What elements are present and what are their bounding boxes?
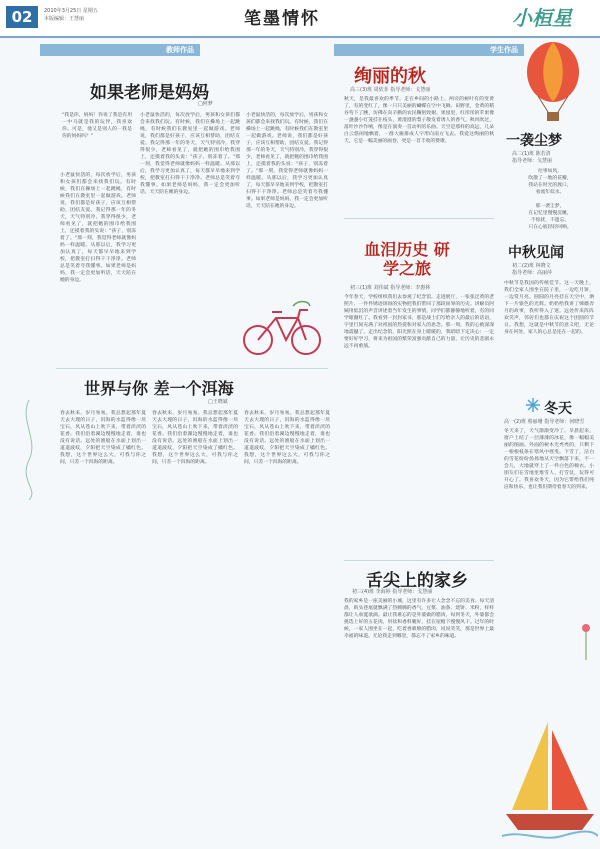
article-title-winter: 冬天 (544, 401, 572, 417)
brand-logo: 小桓星 (512, 6, 572, 30)
article-body-cont: 春去秋来，岁月匆匆。我总想起那年夏天去大理的日子，洱海的水蓝得像一块宝石，风从苍山上吹下来，带着淡淡的花香。我们沿着湖边慢慢地走着，谁也没有说话。远处的渔船在水面上划出一道道波纹，夕阳把天空染成了橘红色。我想，这个世界这么大，可我与你之间，只差一个洱海的距离。 (152, 411, 238, 465)
flower-decoration (576, 620, 596, 660)
article-body-cont2: 小老鼠快活的，每次放学后，男孩和女孩们都会来找我们玩。有时候，我们在操场上一起跳绳，有时候我们在教室里一起做游戏。老师说，我们都是好孩子，应该互相帮助，团结友爱。我记得那一年的冬天，天气特别冷，我穿得很少，老师看见了，就把她的围巾给我围上，还摸着我的头说："孩子，别冻着了。"那一刻，我觉得老师就像妈妈一样温暖。从那以后，我学习更加认真了，每天都早早地来到学校，把教室打扫得干干净净。老师总是笑着夸我懂事。如果老师是妈妈，我一定会更加听话，天天陪在她的身边。 (246, 113, 328, 209)
article-poem: 往事如风， 吹散了一地的花瓣， 我站在时光的渡口， 看流年似水。 那一袭尘梦， 在记忆里慢慢沉睡， 不惊扰，不遗忘， 只在心底轻轻回响。 (528, 169, 572, 230)
balloon-illustration (518, 40, 588, 130)
article-title-dust-dream: 一袭尘梦 (506, 133, 562, 149)
article-body: 中秋节是我国的传统佳节。这一天晚上，我们全家人围坐在院子里，一边吃月饼，一边赏月亮。圆圆的月亮挂在天空中，洒下一片银色的光辉。奶奶给我讲了嫦娥奔月的故事，我听得入了迷。远处传来阵阵欢笑声，邻居们也都在庆祝这个团圆的节日。我想，这就是中秋节的意义吧，无论身在何处，家人的心总是连在一起的。 (504, 281, 594, 335)
sailboat-illustration (502, 712, 598, 842)
bicycle-illustration (238, 298, 328, 358)
article-title-autumn: 绚丽的秋 (354, 66, 426, 87)
article-title-history-trip: 血泪历史 研学之旅 (364, 240, 450, 278)
article-title-teacher-mom: 如果老师是妈妈 (90, 83, 209, 103)
bicycle-icon (238, 298, 328, 358)
student-works-bar: 学生作品 (334, 44, 524, 56)
page-number: 02 (6, 6, 38, 28)
article-body: 小老鼠快活的，每次放学后，男孩和女孩们都会来找我们玩。有时候，我们在操场上一起跳绳，有时候我们在教室里一起做游戏。老师说，我们都是好孩子，应该互相帮助，团结友爱。我记得那一年的冬天，天气特别冷，我穿得很少，老师看见了，就把她的围巾给我围上，还摸着我的头说："孩子，别冻着了。"那一刻，我觉得老师就像妈妈一样温暖。从那以后，我学习更加认真了，每天都早早地来到学校，把教室打扫得干干净净。老师总是笑着夸我懂事。如果老师是妈妈，我一定会更加听话，天天陪在她的身边。 (140, 113, 240, 195)
vine-icon (14, 400, 44, 500)
flower-icon (576, 620, 596, 660)
article-byline-teacher: 指导老师：戈慧丽 (512, 158, 553, 164)
article-byline: 高二(1)班 陈若清 (512, 151, 551, 157)
article-title-hometown-food: 舌尖上的家乡 (366, 571, 468, 591)
publish-date: 2010年3月25日 星期五 (44, 8, 98, 14)
column-divider (56, 368, 328, 369)
article-byline: 初二(2)班 林晓文 (512, 263, 551, 269)
article-body-cont: 小老鼠快活的，每次放学后，男孩和女孩们都会来找我们玩。有时候，我们在操场上一起跳绳，有时候我们在教室里一起做游戏。老师说，我们都是好孩子，应该互相帮助，团结友爱。我记得那一年的冬天，天气特别冷，我穿得很少，老师看见了，就把她的围巾给我围上，还摸着我的头说："孩子，别冻着了。"那一刻，我觉得老师就像妈妈一样温暖。从那以后，我学习更加认真了，每天都早早地来到学校，把教室打扫得干干净净。老师总是笑着夸我懂事。如果老师是妈妈，我一定会更加听话，天天陪在她的身边。 (60, 173, 136, 283)
article-body-cont2: 春去秋来，岁月匆匆。我总想起那年夏天去大理的日子，洱海的水蓝得像一块宝石，风从苍山上吹下来，带着淡淡的花香。我们沿着湖边慢慢地走着，谁也没有说话。远处的渔船在水面上划出一道道波纹，夕阳把天空染成了橘红色。我想，这个世界这么大，可我与你之间，只差一个洱海的距离。 (244, 411, 330, 465)
teacher-works-bar: 教师作品 (40, 44, 200, 56)
article-title-mid-autumn: 中秋见闻 (508, 245, 564, 261)
article-byline-teacher: 指导老师：高丽萍 (512, 270, 553, 276)
article-byline: 初三(1)班 刘伟斌 指导老师：李惠林 (350, 285, 431, 291)
hot-air-balloon-icon (518, 40, 588, 130)
sailboat-icon (502, 712, 598, 842)
column-divider (344, 560, 494, 561)
flourish-decoration (14, 400, 44, 500)
article-body: 春去秋来，岁月匆匆。我总想起那年夏天去大理的日子，洱海的水蓝得像一块宝石，风从苍山上吹下来，带着淡淡的花香。我们沿着湖边慢慢地走着，谁也没有说话。远处的渔船在水面上划出一道道波纹，夕阳把天空染成了橘红色。我想，这个世界这么大，可我与你之间，只差一个洱海的距离。 (60, 411, 146, 465)
article-lead: "我是你，妈妈！你说了我是有用一中马就是我的玩伴，我喜欢你。可是，他又是别人的一我是你的妈妈吗？" (62, 113, 132, 139)
article-body: 冬天来了，天气渐渐变冷了。早晨起来，窗户上结了一层薄薄的冰花，像一幅幅美丽的图画。外面的树木光秃秃的，只剩下一根根枝条在寒风中摇曳。下雪了，洁白的雪花纷纷扬扬地从天空飘落下来，不一会儿，大地就穿上了一件白色的棉衣。小朋友们在雪地里堆雪人、打雪仗，玩得可开心了。我喜欢冬天，因为它带给我们纯洁和快乐，也让我们期待着春天的到来。 (504, 429, 594, 490)
editor-line: 本版编辑：王慧丽 (44, 16, 85, 22)
date-line (44, 7, 98, 23)
article-body: 我的家乡是一座美丽的小城，这里有许多让人念念不忘的美食。每天清晨，街头巷尾就飘满了热腾腾的香气，豆浆、油条、烧饼、米粉，样样都让人垂涎欲滴。最让我难忘的是外婆做的腊肉，每到冬天，外婆都会挑选上好的五花肉，用盐和香料腌好，挂在屋檐下慢慢风干。过年的时候，一家人围坐在一起，吃着香喷喷的腊肉，说说笑笑，那是世界上最幸福的味道。无论我走到哪里，都忘不了家乡的味道。 (344, 599, 494, 639)
article-byline: □何梦 (198, 101, 213, 107)
snowflake-icon (526, 398, 540, 412)
article-body: 秋天，是我最喜欢的季节。走在乡间的小路上，两旁的树叶有的变黄了，有的变红了，像一只只美丽的蝴蝶在空中飞舞。田野里，金黄的稻谷弯下了腰，仿佛在向辛勤的农民鞠躬致谢。果园里，红彤彤的苹果像一盏盏小灯笼挂在枝头，黄澄澄的梨子散发着诱人的香气。秋风吹过，落叶沙沙作响，像是在演奏一首动听的乐曲。天空是那样的高远，几朵白云悠闲地飘着，一群大雁排成人字形向南方飞去。我爱这绚丽的秋天，它是一幅美丽的画卷，更是一首丰收的赞歌。 (344, 97, 494, 144)
article-body: 今年春天，学校组织我们去参观了纪念馆。走进展厅，一张张泛黄的老照片、一件件锈迹斑斑的实物把我们带回了那段屈辱的历史。讲解员阿姨用低沉的声音讲述着当年发生的事情，同学们都静静地听着，有的同学眼圈红了。我看到一封封家书，那是战士们写给亲人的最后的话语，字里行间充满了对祖国的热爱和对家人的思念。那一刻，我的心被深深地震撼了。走出纪念馆，阳光照在身上暖暖的，我暗暗下定决心：一定要好好学习，将来为祖国的繁荣富强贡献自己的力量，让历史的悲剧永远不再重演。 (344, 295, 494, 349)
column-divider (344, 218, 494, 219)
article-byline: □王晓斌 (208, 399, 228, 405)
article-title-erhai: 世界与你 差一个洱海 (84, 379, 234, 398)
article-byline: 初三(4)班 李海婷 指导老师：戈慧丽 (352, 589, 433, 595)
article-byline: 高一(2)班 蔡丽珊 指导老师：何晓雪 (504, 419, 585, 425)
section-title: 笔墨情怀 (244, 9, 320, 29)
article-byline: 高三(3)班 周依菲 指导老师：戈慧丽 (350, 87, 431, 93)
